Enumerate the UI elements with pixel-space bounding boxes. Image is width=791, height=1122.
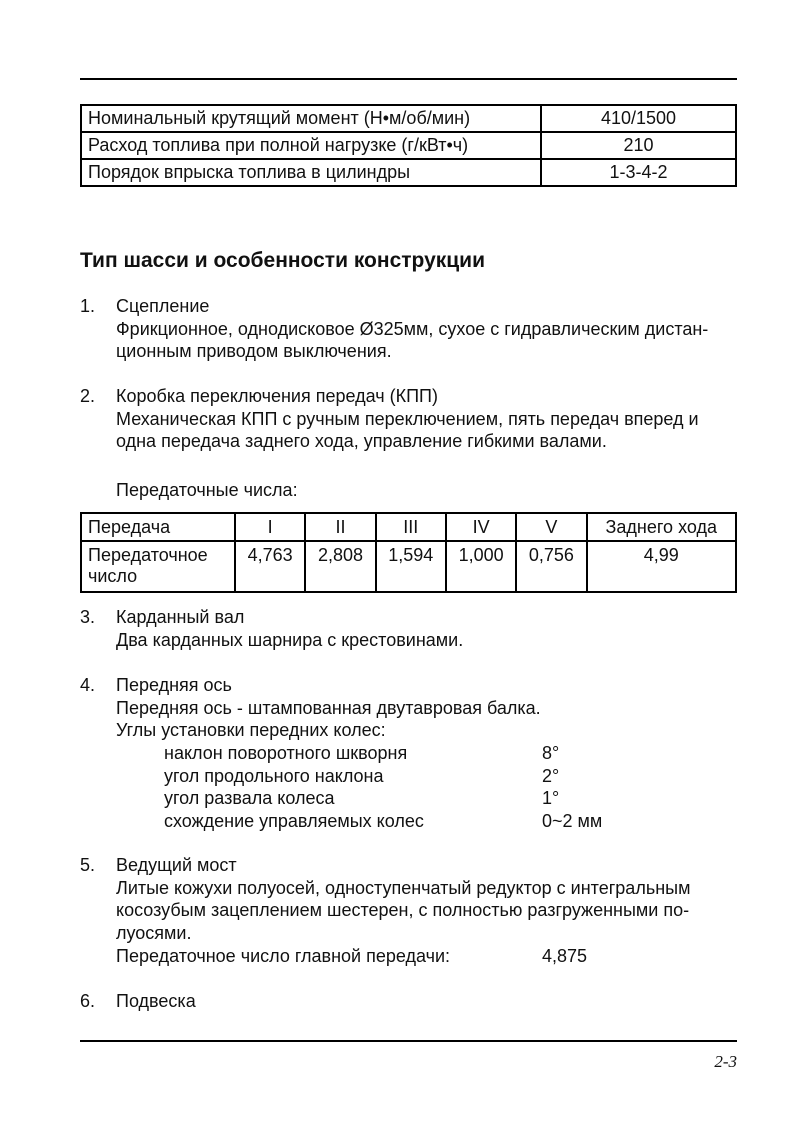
item-number: 2. bbox=[80, 386, 96, 406]
angle-row bbox=[116, 742, 737, 765]
ratio-cell: 4,763 bbox=[235, 541, 305, 592]
header-cell: I bbox=[235, 513, 305, 541]
footer-rule bbox=[80, 1040, 737, 1042]
main-gear-ratio-value: 4,875 bbox=[542, 945, 588, 966]
header-cell: IV bbox=[446, 513, 516, 541]
angle-row bbox=[116, 787, 737, 810]
item-text-line: Углы установки передних колес: bbox=[116, 720, 386, 741]
item-number: 4. bbox=[80, 675, 96, 695]
ratio-cell: 1,594 bbox=[376, 541, 446, 592]
item-title: Коробка переключения передач (КПП) bbox=[116, 386, 438, 406]
list-item-suspension bbox=[80, 990, 737, 1013]
row-label-cell: Передаточное число bbox=[81, 541, 235, 592]
gear-ratio-table bbox=[80, 512, 737, 593]
item-text-line: косозубым зацеплением шестерен, с полностью разгруженными по- bbox=[116, 900, 690, 921]
item-number: 1. bbox=[80, 296, 96, 316]
ratio-cell: 0,756 bbox=[516, 541, 586, 592]
item-number: 6. bbox=[80, 991, 96, 1011]
item-number: 3. bbox=[80, 607, 96, 627]
angle-label: схождение управляемых колес bbox=[164, 811, 424, 832]
angle-label: угол развала колеса bbox=[164, 788, 335, 809]
item-number: 5. bbox=[80, 855, 96, 875]
page-number: 2-3 bbox=[714, 1052, 737, 1071]
header-cell: III bbox=[376, 513, 446, 541]
list-item-drive-axle bbox=[80, 854, 737, 968]
item-title: Ведущий мост bbox=[116, 855, 237, 875]
item-text-line: Два карданных шарнира с крестовинами. bbox=[116, 629, 464, 650]
ratios-caption-block bbox=[80, 479, 737, 502]
list-item-gearbox bbox=[80, 385, 737, 453]
header-cell: V bbox=[516, 513, 586, 541]
item-text-line: ционным приводом выключения. bbox=[116, 341, 392, 362]
spec-value: 1-3-4-2 bbox=[541, 159, 736, 186]
angle-row bbox=[116, 810, 737, 833]
item-text-line: Литые кожухи полуосей, одноступенчатый редуктор с интегральным bbox=[116, 877, 691, 898]
angle-label: наклон поворотного шкворня bbox=[164, 743, 408, 764]
ratio-cell: 2,808 bbox=[305, 541, 375, 592]
item-title: Сцепление bbox=[116, 296, 210, 316]
section-title: Тип шасси и особенности конструкции bbox=[80, 249, 485, 272]
header-cell: Заднего хода bbox=[587, 513, 736, 541]
angle-value: 0~2 мм bbox=[542, 811, 603, 832]
angle-value: 2° bbox=[542, 765, 560, 786]
item-title: Подвеска bbox=[116, 991, 196, 1011]
engine-spec-table bbox=[80, 104, 737, 187]
spec-value: 210 bbox=[541, 132, 736, 159]
item-text-line: одна передача заднего хода, управление гибкими валами. bbox=[116, 431, 607, 452]
angle-row bbox=[116, 765, 737, 788]
angle-label: угол продольного наклона bbox=[164, 765, 384, 786]
ratio-cell: 4,99 bbox=[587, 541, 736, 592]
item-title: Карданный вал bbox=[116, 607, 245, 627]
angle-value: 1° bbox=[542, 788, 560, 809]
header-rule bbox=[80, 78, 737, 80]
ratio-cell: 1,000 bbox=[446, 541, 516, 592]
item-text-line: Фрикционное, однодисковое Ø325мм, сухое с гидравлическим дистан- bbox=[116, 318, 709, 339]
list-item-front-axle bbox=[80, 674, 737, 833]
table-row bbox=[81, 132, 736, 159]
spec-label: Номинальный крутящий момент (Н•м/об/мин) bbox=[81, 105, 541, 132]
main-gear-ratio-label: Передаточное число главной передачи: bbox=[116, 945, 451, 966]
item-text-line: Передняя ось - штампованная двутавровая балка. bbox=[116, 697, 541, 718]
header-cell: Передача bbox=[81, 513, 235, 541]
table-row bbox=[81, 159, 736, 186]
list-item-clutch bbox=[80, 295, 737, 363]
item-text-line: Механическая КПП с ручным переключением, пять передач вперед и bbox=[116, 408, 699, 429]
angle-value: 8° bbox=[542, 743, 560, 764]
item-title: Передняя ось bbox=[116, 675, 232, 695]
table-header-row bbox=[81, 513, 736, 541]
table-row bbox=[81, 105, 736, 132]
list-item-shaft bbox=[80, 606, 737, 651]
spec-label: Порядок впрыска топлива в цилиндры bbox=[81, 159, 541, 186]
item-text-line: луосями. bbox=[116, 923, 192, 944]
main-gear-ratio-row bbox=[116, 945, 737, 968]
table-row bbox=[81, 541, 736, 592]
header-cell: II bbox=[305, 513, 375, 541]
spec-value: 410/1500 bbox=[541, 105, 736, 132]
spec-label: Расход топлива при полной нагрузке (г/кВт•ч) bbox=[81, 132, 541, 159]
ratios-caption: Передаточные числа: bbox=[116, 480, 298, 500]
